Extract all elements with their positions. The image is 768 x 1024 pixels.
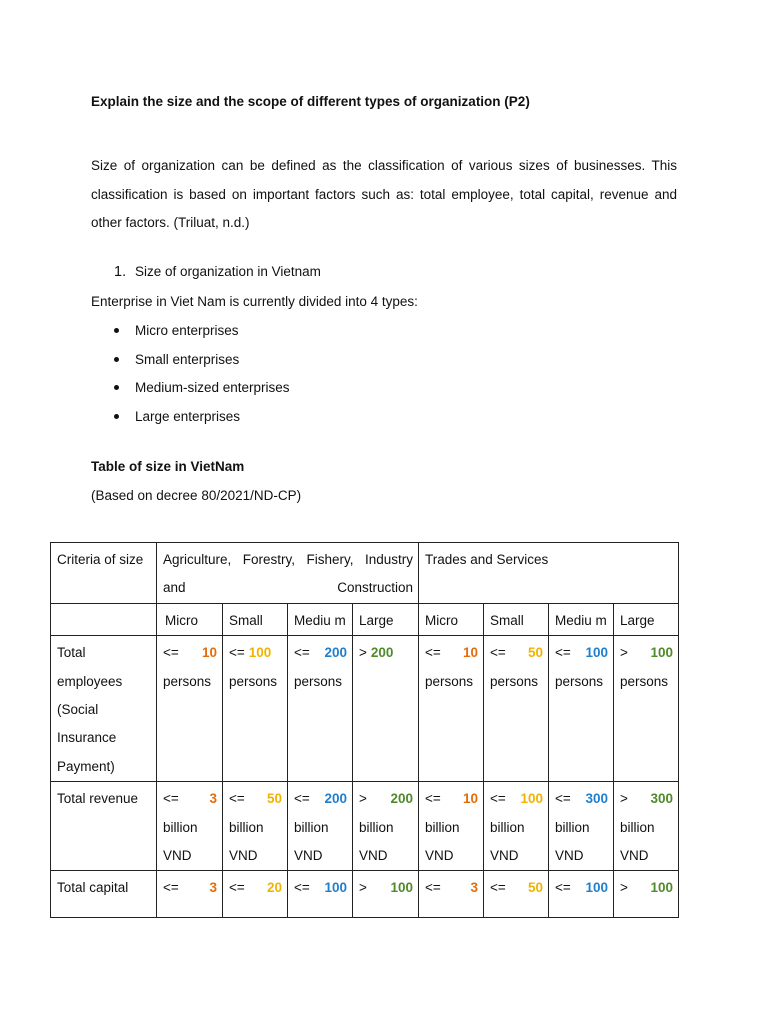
value-line xyxy=(163,785,217,813)
subheader-cell: Micro xyxy=(419,603,484,635)
threshold-value: 100 xyxy=(585,645,608,661)
operator: <= xyxy=(294,645,310,661)
threshold-value: 100 xyxy=(585,880,608,896)
row-label: Total capital xyxy=(51,871,157,918)
value-cell xyxy=(288,636,353,782)
operator: <= xyxy=(163,880,179,896)
list-item: Large enterprises xyxy=(114,407,290,436)
value-cell xyxy=(614,636,679,782)
bullet-icon xyxy=(114,385,119,390)
threshold-value: 10 xyxy=(201,645,217,661)
operator: <= xyxy=(229,791,245,807)
operator: <= xyxy=(490,880,506,896)
unit-label: persons xyxy=(294,673,343,689)
threshold-value: 50 xyxy=(266,791,282,807)
value-line xyxy=(229,639,282,667)
value-line xyxy=(163,874,217,902)
table-header-row xyxy=(51,543,679,604)
value-line xyxy=(359,639,413,667)
threshold-value: 3 xyxy=(470,880,478,896)
operator: > xyxy=(359,791,367,807)
operator: <= xyxy=(555,645,571,661)
unit-label: persons xyxy=(425,673,474,689)
value-line xyxy=(490,785,543,813)
threshold-value: 100 xyxy=(248,645,272,661)
list-item: Micro enterprises xyxy=(114,321,290,350)
group-header-agriculture: Agriculture, Forestry, Fishery, Industry and Construction xyxy=(157,543,419,604)
operator: <= xyxy=(490,645,506,661)
value-cell xyxy=(223,871,288,918)
table-row xyxy=(51,871,679,918)
threshold-value: 200 xyxy=(324,791,347,807)
threshold-value: 200 xyxy=(370,645,394,661)
operator: <= xyxy=(294,880,310,896)
empty-cell xyxy=(51,603,157,635)
threshold-value: 100 xyxy=(650,880,673,896)
unit-label: billion VND xyxy=(490,819,525,864)
operator: > xyxy=(620,791,628,807)
value-cell xyxy=(614,871,679,918)
threshold-value: 100 xyxy=(520,791,543,807)
subheader-cell: Small xyxy=(223,603,288,635)
size-table xyxy=(50,542,679,918)
value-cell xyxy=(157,636,223,782)
operator: <= xyxy=(425,645,441,661)
value-cell xyxy=(157,871,223,918)
value-cell xyxy=(549,782,614,871)
threshold-value: 100 xyxy=(390,880,413,896)
value-line xyxy=(294,874,347,902)
value-cell xyxy=(223,782,288,871)
threshold-value: 100 xyxy=(650,645,673,661)
table-subtitle: (Based on decree 80/2021/ND-CP) xyxy=(91,488,302,503)
threshold-value: 3 xyxy=(209,880,217,896)
table-row xyxy=(51,636,679,782)
table-row xyxy=(51,782,679,871)
value-cell xyxy=(419,871,484,918)
row-label: Total revenue xyxy=(51,782,157,871)
value-cell xyxy=(484,782,549,871)
unit-label: billion VND xyxy=(359,819,394,864)
threshold-value: 10 xyxy=(462,791,478,807)
value-line xyxy=(555,639,608,667)
value-cell xyxy=(288,871,353,918)
unit-label: persons xyxy=(490,673,539,689)
value-cell xyxy=(288,782,353,871)
operator: > xyxy=(359,880,367,896)
unit-label: billion VND xyxy=(425,819,460,864)
threshold-value: 200 xyxy=(390,791,413,807)
subheader-cell: Mediu m xyxy=(549,603,614,635)
value-line xyxy=(490,639,543,667)
unit-label: billion VND xyxy=(620,819,655,864)
types-list xyxy=(114,321,290,435)
bullet-icon xyxy=(114,328,119,333)
operator: <= xyxy=(163,645,179,661)
value-line xyxy=(620,785,673,813)
group-header-trades: Trades and Services xyxy=(419,543,679,604)
value-cell xyxy=(484,636,549,782)
value-cell xyxy=(549,636,614,782)
operator: <= xyxy=(555,791,571,807)
unit-label: billion VND xyxy=(294,819,329,864)
operator: <= xyxy=(425,880,441,896)
operator: > xyxy=(620,645,628,661)
value-line xyxy=(359,874,413,902)
threshold-value: 20 xyxy=(266,880,282,896)
value-cell xyxy=(353,782,419,871)
bullet-icon xyxy=(114,414,119,419)
unit-label: persons xyxy=(163,673,212,689)
value-cell xyxy=(614,782,679,871)
value-line xyxy=(294,785,347,813)
list-item: Medium-sized enterprises xyxy=(114,378,290,407)
list-item: Small enterprises xyxy=(114,350,290,379)
operator: <= xyxy=(294,791,310,807)
intro-paragraph: Size of organization can be defined as the classification of various sizes of businesses. This classification is based on important factors such as: total employee, total capital, revenue and other factors. (Triluat, n.d.) xyxy=(91,158,677,230)
threshold-value: 50 xyxy=(527,645,543,661)
row-label: Total employees (Social Insurance Payment) xyxy=(51,636,157,782)
subheader-cell: Small xyxy=(484,603,549,635)
value-cell xyxy=(353,636,419,782)
value-line xyxy=(425,785,478,813)
value-line xyxy=(294,639,347,667)
operator: <= xyxy=(555,880,571,896)
value-line xyxy=(620,874,673,902)
value-line xyxy=(425,874,478,902)
threshold-value: 100 xyxy=(324,880,347,896)
value-cell xyxy=(484,871,549,918)
operator: <= xyxy=(163,791,179,807)
unit-label: persons xyxy=(620,673,669,689)
value-line xyxy=(229,874,282,902)
value-cell xyxy=(549,871,614,918)
threshold-value: 3 xyxy=(209,791,217,807)
section-number: 1. xyxy=(114,264,127,280)
operator: <= xyxy=(490,791,506,807)
page-heading: Explain the size and the scope of different types of organization (P2) xyxy=(91,94,530,109)
value-line xyxy=(229,785,282,813)
table-subheader-row xyxy=(51,603,679,635)
unit-label: persons xyxy=(555,673,604,689)
subheader-cell: Large xyxy=(353,603,419,635)
operator: > xyxy=(359,645,367,661)
unit-label: billion VND xyxy=(163,819,198,864)
section-title: Size of organization in Vietnam xyxy=(135,264,321,279)
section-heading xyxy=(114,264,321,280)
value-cell xyxy=(157,782,223,871)
value-cell xyxy=(419,782,484,871)
value-line xyxy=(555,874,608,902)
unit-label: persons xyxy=(229,673,278,689)
threshold-value: 300 xyxy=(585,791,608,807)
subheader-cell: Mediu m xyxy=(288,603,353,635)
value-line xyxy=(425,639,478,667)
unit-label: billion VND xyxy=(229,819,264,864)
value-cell xyxy=(223,636,288,782)
value-line xyxy=(490,874,543,902)
threshold-value: 10 xyxy=(462,645,478,661)
bullet-icon xyxy=(114,357,119,362)
value-line xyxy=(620,639,673,667)
threshold-value: 300 xyxy=(650,791,673,807)
value-line xyxy=(359,785,413,813)
threshold-value: 50 xyxy=(527,880,543,896)
criteria-header: Criteria of size xyxy=(51,543,157,604)
operator: <= xyxy=(425,791,441,807)
subheader-cell: Large xyxy=(614,603,679,635)
threshold-value: 200 xyxy=(324,645,347,661)
subheader-cell: Micro xyxy=(157,603,223,635)
operator: <= xyxy=(229,880,245,896)
value-line xyxy=(555,785,608,813)
operator: > xyxy=(620,880,628,896)
value-line xyxy=(163,639,217,667)
operator: <= xyxy=(229,645,245,661)
value-cell xyxy=(419,636,484,782)
unit-label: billion VND xyxy=(555,819,590,864)
table-title: Table of size in VietNam xyxy=(91,459,245,474)
value-cell xyxy=(353,871,419,918)
types-intro: Enterprise in Viet Nam is currently divided into 4 types: xyxy=(91,294,418,309)
